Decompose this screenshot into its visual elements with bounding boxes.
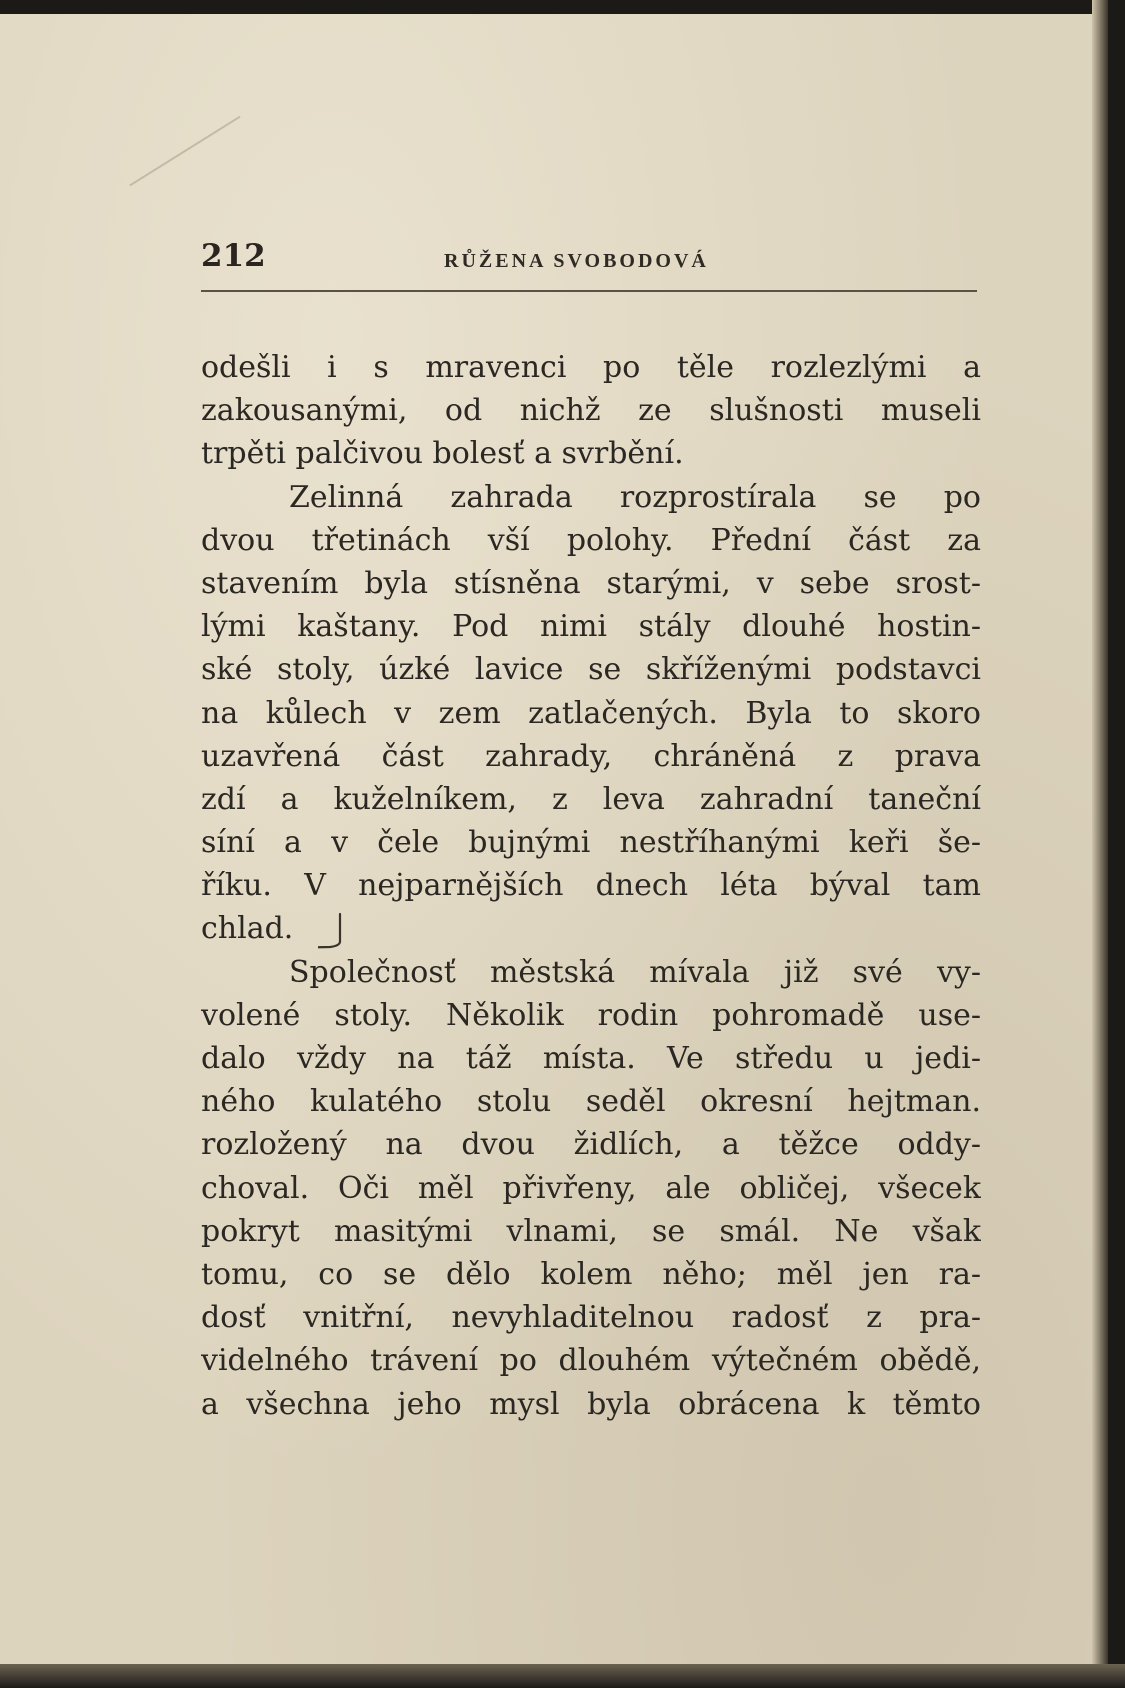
text-line: na kůlech v zem zatlačených. Byla to skoro [201,695,981,731]
text-line: Společnosť městská mívala již své vy- [289,954,981,990]
text-line: ného kulatého stolu seděl okresní hejtman. [201,1084,981,1120]
text-line: pokryt masitými vlnami, se smál. Ne však [201,1213,981,1249]
scan-right-edge [1108,0,1125,1688]
running-head: RŮŽENA SVOBODOVÁ [444,250,709,272]
text-line: odešli i s mravenci po těle rozlezlými a [201,350,981,385]
text-line: trpěti palčivou bolesť a svrbění. [201,436,684,472]
scan-top-edge [0,0,1125,14]
text-line: Zelinná zahrada rozprostírala se po [289,479,981,515]
text-line: rozložený na dvou židlích, a těžce oddy- [201,1127,981,1163]
text-line: dosť vnitřní, nevyhladitelnou radosť z pra- [201,1300,981,1336]
text-line: chlad. [201,911,294,947]
text-line: tomu, co se dělo kolem něho; měl jen ra- [201,1256,981,1292]
text-line: síní a v čele bujnými nestříhanými keři še- [201,825,981,861]
text-line: uzavřená část zahrady, chráněná z prava [201,738,981,774]
text-line: videlného trávení po dlouhém výtečném obědě, [201,1343,981,1379]
page-spine-shadow [1092,0,1108,1688]
text-line: zdí a kuželníkem, z leva zahradní taneční [201,781,981,817]
page-number: 212 [201,238,266,274]
scan-bottom-edge [0,1664,1125,1688]
page-smudge [129,116,240,187]
text-line: dalo vždy na táž místa. Ve středu u jedi- [201,1041,981,1076]
text-line: a všechna jeho mysl byla obrácena k těmto [201,1386,981,1422]
page-header [201,238,977,288]
text-line: říku. V nejparnějších dnech léta býval tam [201,868,981,904]
text-line: dvou třetinách vší polohy. Přední část za [201,522,981,558]
text-line: stavením byla stísněna starými, v sebe srost- [201,565,981,601]
body-text [201,346,981,1426]
text-line: zakousanými, od nichž ze slušnosti museli [201,393,981,429]
text-line: volené stoly. Několik rodin pohromadě use- [201,997,981,1033]
header-rule [201,290,977,292]
text-line: choval. Oči měl přivřeny, ale obličej, všecek [201,1170,981,1206]
text-line: ské stoly, úzké lavice se skříženými podstavci [201,652,981,688]
text-line: lými kaštany. Pod nimi stály dlouhé hostin- [201,609,981,645]
pencil-paragraph-mark [318,912,358,952]
